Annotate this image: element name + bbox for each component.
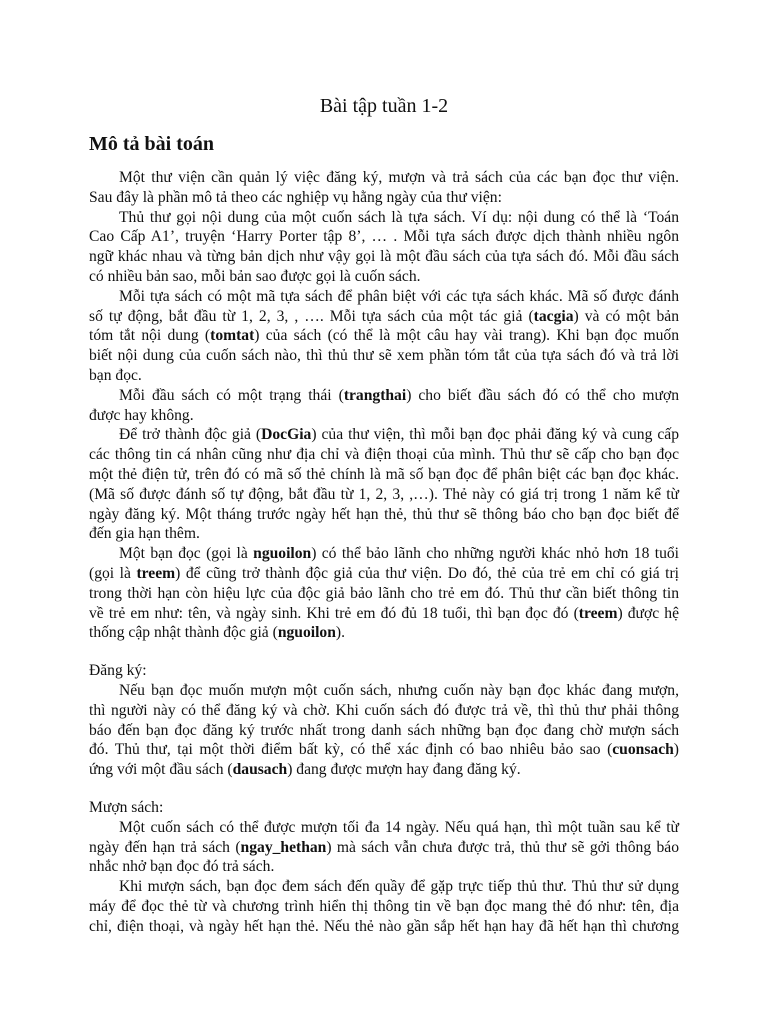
text-line: về trẻ em như: tên, và ngày sinh. Khi trẻ em đó đủ 18 tuổi, thì bạn đọc đó (treem) được hệ [89,604,680,622]
document-title: Bài tập tuần 1-2 [319,95,449,117]
text-line: tóm tắt nội dung (tomtat) của sách (có thể là một câu hay vài trang). Khi bạn đọc muốn [89,327,679,345]
section-heading: Mô tả bài toán [89,133,214,155]
text-line: (gọi là treem) để cũng trở thành độc giả của thư viện. Do đó, thẻ của trẻ em chỉ có giá trị [89,565,680,582]
text-line: Một bạn đọc (gọi là nguoilon) có thể bảo lãnh cho những người khác nhỏ hơn 18 tuổi [119,545,680,563]
text-line: ứng với một đầu sách (dausach) đang được mượn hay đang đăng ký. [89,761,521,779]
text-line: Một cuốn sách có thể được mượn tối đa 14 ngày. Nếu quá hạn, thì một tuần sau kể từ [119,818,679,836]
bold-term: ngay_hethan [240,838,327,856]
text-line: Khi mượn sách, bạn đọc đem sách đến quầy để gặp trực tiếp thủ thư. Thủ thư sử dụng [119,878,679,896]
text-line: ngày đến hạn trả sách (ngay_hethan) mà sách vẫn chưa được trả, thủ thư sẽ gởi thông báo [89,838,679,856]
text-line: các thông tin cá nhân cũng như địa chỉ và điện thoại của mình. Thủ thư sẽ cấp cho bạn đọc [89,446,679,464]
text-line: được hay không. [89,406,194,424]
text-line: ngữ khác nhau và từng bản dịch như vậy gọi là một đầu sách của tựa sách đó. Mỗi đầu sách [89,248,679,266]
text-line: đến gia hạn thêm. [89,525,200,543]
bold-term: tacgia [533,307,574,325]
text-line: Để trở thành độc giả (DocGia) của thư viện, thì mỗi bạn đọc phải đăng ký và cung cấp [119,426,679,444]
text-line: chỉ, điện thoại, và ngày hết hạn thẻ. Nếu thẻ nào gần sắp hết hạn hay đã hết hạn thì chương [89,917,679,935]
bold-term: nguoilon [277,624,336,642]
text-line: có nhiều bản sao, mỗi bản sao được gọi là cuốn sách. [89,268,421,285]
text-line: trong thời hạn còn hiệu lực của độc giả bảo lãnh cho trẻ em đó. Thủ thư cần biết thông tin [89,584,679,602]
text-line: một thẻ điện tử, trên đó có mã số thẻ chính là mã số bạn đọc để phân biệt các bạn đọc khác. [89,466,679,483]
text-line: Nếu bạn đọc muốn mượn một cuốn sách, nhưng cuốn này bạn đọc khác đang mượn, [119,682,679,699]
text-line: số tự động, bắt đầu từ 1, 2, 3, , …. Mỗi tựa sách của một tác giả (tacgia) và có một bản [89,307,680,325]
text-line: nhắc nhở bạn đọc đó trả sách. [89,858,275,876]
text-line: ngày đăng ký. Một tháng trước ngày hết hạn thẻ, thủ thư sẽ thông báo cho bạn đọc biết để [89,505,679,523]
bold-term: nguoilon [253,545,312,563]
text-line: báo đến bạn đọc đăng ký trước nhất trong danh sách những bạn đọc đang chờ mượn sách [89,721,679,739]
bold-term: trangthai [343,386,407,404]
bold-term: dausach [232,761,288,779]
text-line: Mỗi tựa sách có một mã tựa sách để phân biệt với các tựa sách khác. Mã số được đánh [119,287,679,305]
text-line: thống cập nhật thành độc giả (nguoilon). [89,624,345,642]
bold-term: DocGia [261,426,312,444]
bold-term: cuonsach [612,741,674,759]
text-line: Mượn sách: [89,799,164,816]
text-line: biết nội dung của cuốn sách nào, thì thủ thư sẽ xem phần tóm tắt của tựa sách đó và trả lời [89,347,679,365]
text-line: (Mã số được đánh số tự động, bắt đầu từ 1, 2, 3, ,…). Thẻ này có giá trị trong 1 năm kể từ [89,485,679,503]
bold-term: treem [136,565,176,582]
bold-term: treem [578,604,618,622]
text-line: máy để đọc thẻ từ và chương trình hiển thị thông tin về bạn đọc mang thẻ đó như: tên, địa [89,898,679,915]
text-line: Thủ thư gọi nội dung của một cuốn sách là tựa sách. Ví dụ: nội dung có thể là ‘Toán [119,208,679,226]
text-line: Mỗi đầu sách có một trạng thái (trangthai) cho biết đầu sách đó có thể cho mượn [119,386,679,404]
text-line: đó. Thủ thư, tại một thời điểm bất kỳ, có thể xác định có bao nhiêu bảo sao (cuonsach) [89,741,679,759]
text-line: thì người này có thể đăng ký và chờ. Khi cuốn sách đó được trả về, thì thủ thư phải thông [89,701,679,719]
text-line: bạn đọc. [89,367,142,384]
text-line: Đăng ký: [89,662,147,680]
text-line: Cao Cấp A1’, truyện ‘Harry Porter tập 8’, … . Mỗi tựa sách được dịch thành nhiều ngôn [89,228,679,246]
text-line: Một thư viện cần quản lý việc đăng ký, mượn và trả sách của các bạn đọc thư viện. [119,169,679,186]
bold-term: tomtat [210,327,255,345]
text-line: Sau đây là phần mô tả theo các nghiệp vụ hằng ngày của thư viện: [89,188,502,206]
